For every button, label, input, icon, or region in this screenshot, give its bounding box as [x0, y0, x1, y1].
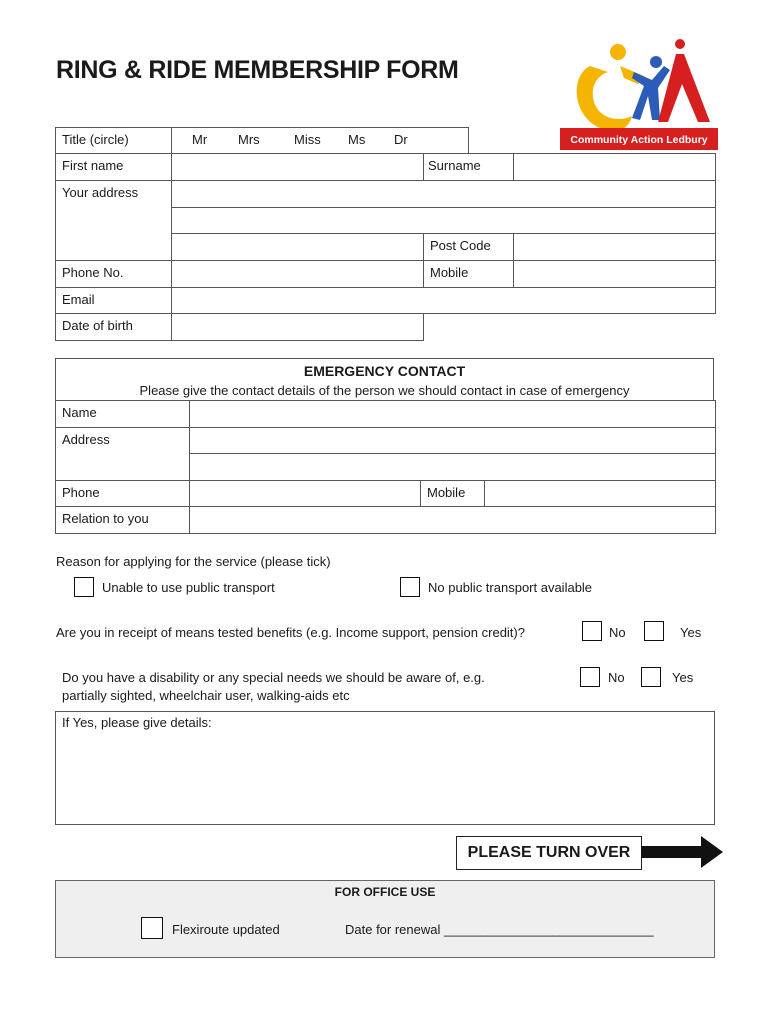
benefits-no-label: No	[609, 625, 626, 640]
benefits-no-checkbox[interactable]	[582, 621, 602, 641]
flexiroute-label: Flexiroute updated	[172, 922, 280, 937]
disability-question-line-1: Do you have a disability or any special needs we should be aware of, e.g.	[62, 670, 485, 685]
emergency-address-line-1-field[interactable]	[190, 428, 716, 454]
address-line-2-field[interactable]	[172, 208, 716, 234]
office-use-section	[55, 880, 715, 958]
emergency-address-line-2-field[interactable]	[190, 454, 716, 481]
phone-field[interactable]	[172, 261, 424, 288]
mobile-label: Mobile	[424, 261, 514, 288]
postcode-label: Post Code	[424, 234, 514, 261]
emergency-phone-label: Phone	[56, 481, 190, 507]
emergency-contact-table	[55, 400, 716, 534]
disability-no-label: No	[608, 670, 625, 685]
emergency-address-label: Address	[56, 428, 190, 481]
address-label: Your address	[56, 181, 172, 261]
title-option-dr[interactable]: Dr	[394, 132, 408, 147]
benefits-yes-checkbox[interactable]	[644, 621, 664, 641]
emergency-name-label: Name	[56, 401, 190, 428]
dob-field[interactable]	[172, 314, 424, 341]
postcode-field[interactable]	[514, 234, 716, 261]
arrow-right-icon	[641, 836, 725, 868]
disability-yes-checkbox[interactable]	[641, 667, 661, 687]
disability-details-label: If Yes, please give details:	[62, 715, 212, 730]
page-title: RING & RIDE MEMBERSHIP FORM	[56, 56, 459, 84]
title-option-miss[interactable]: Miss	[294, 132, 321, 147]
disability-details-field[interactable]	[55, 711, 715, 825]
title-option-mrs[interactable]: Mrs	[238, 132, 260, 147]
title-options	[172, 128, 469, 154]
dob-label: Date of birth	[56, 314, 172, 341]
unable-public-transport-checkbox[interactable]	[74, 577, 94, 597]
no-public-transport-label: No public transport available	[428, 580, 593, 595]
benefits-question: Are you in receipt of means tested benefits (e.g. Income support, pension credit)?	[56, 625, 525, 640]
relation-field[interactable]	[190, 507, 716, 534]
logo-caption: Community Action Ledbury	[570, 134, 708, 146]
email-field[interactable]	[172, 288, 716, 314]
first-name-label: First name	[56, 154, 172, 181]
no-public-transport-checkbox[interactable]	[400, 577, 420, 597]
emergency-heading: EMERGENCY CONTACT	[303, 363, 466, 379]
title-label: Title (circle)	[56, 128, 172, 154]
title-option-mr[interactable]: Mr	[192, 132, 208, 147]
email-label: Email	[56, 288, 172, 314]
first-name-field[interactable]	[172, 154, 424, 181]
emergency-name-field[interactable]	[190, 401, 716, 428]
relation-label: Relation to you	[56, 507, 190, 534]
emergency-subheading: Please give the contact details of the person we should contact in case of emergency	[139, 383, 630, 398]
phone-label: Phone No.	[56, 261, 172, 288]
personal-details-table	[55, 127, 716, 341]
emergency-contact-header	[55, 358, 714, 400]
reason-question: Reason for applying for the service (please tick)	[56, 554, 331, 569]
unable-public-transport-label: Unable to use public transport	[102, 580, 275, 595]
surname-label: Surname	[424, 154, 514, 181]
please-turn-over-label: PLEASE TURN OVER	[456, 836, 642, 870]
address-line-3-field[interactable]	[172, 234, 424, 261]
benefits-yes-label: Yes	[680, 625, 702, 640]
emergency-mobile-field[interactable]	[485, 481, 716, 507]
disability-yes-label: Yes	[672, 670, 694, 685]
disability-question-line-2: partially sighted, wheelchair user, walking-aids etc	[62, 688, 350, 703]
office-use-heading: FOR OFFICE USE	[334, 885, 436, 899]
emergency-mobile-label: Mobile	[421, 481, 485, 507]
renewal-date-label: Date for renewal _____________________________	[345, 922, 654, 937]
mobile-field[interactable]	[514, 261, 716, 288]
address-line-1-field[interactable]	[172, 181, 716, 208]
surname-field[interactable]	[514, 154, 716, 181]
flexiroute-checkbox[interactable]	[141, 917, 163, 939]
emergency-phone-field[interactable]	[190, 481, 421, 507]
title-option-ms[interactable]: Ms	[348, 132, 366, 147]
disability-no-checkbox[interactable]	[580, 667, 600, 687]
